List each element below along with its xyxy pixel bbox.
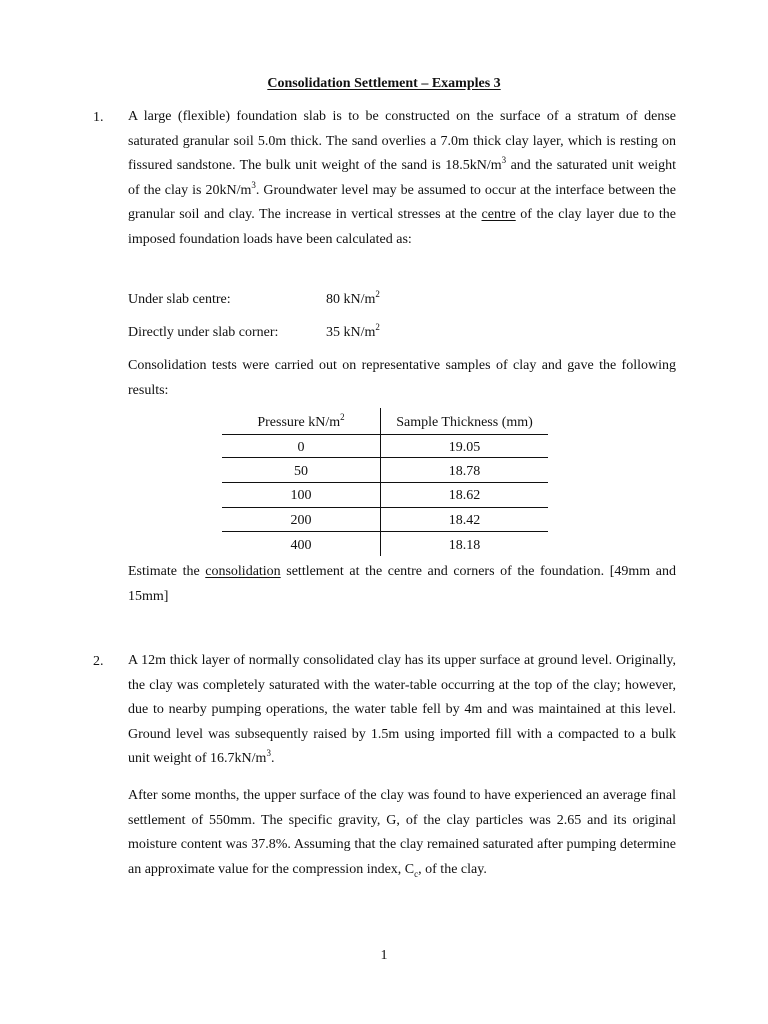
table-cell-pressure: 0 xyxy=(297,440,305,455)
question-1-paragraph-1 xyxy=(128,105,676,252)
superscript: 3 xyxy=(501,155,507,165)
load-row-centre xyxy=(128,289,380,308)
load-label: Under slab centre: xyxy=(128,292,231,307)
table-cell-pressure: 50 xyxy=(294,464,308,479)
table-cell-thickness: 18.18 xyxy=(448,538,481,553)
superscript: 3 xyxy=(251,179,256,190)
superscript: 3 xyxy=(266,748,271,758)
consolidation-test-table xyxy=(222,408,548,556)
header-pressure: Pressure $kN/m^2$ xyxy=(257,412,345,430)
table-cell-pressure: 100 xyxy=(290,488,312,503)
q1-text-b: and the saturated unit weight of the clay is 20kN/m xyxy=(128,158,676,198)
load-label: Directly under slab corner: xyxy=(128,325,279,340)
table-cell-thickness: 18.78 xyxy=(448,464,481,479)
load-value: 80 $kN/m^2$ xyxy=(326,289,380,307)
table-cell-thickness: 18.62 xyxy=(448,488,481,503)
question-1-paragraph-2: Consolidation tests were carried out on representative samples of clay and gave the following results: xyxy=(128,358,676,398)
table-cell-pressure: 400 xyxy=(290,538,312,553)
table-rule xyxy=(222,457,548,458)
header-thickness: Sample Thickness (mm) xyxy=(396,415,533,430)
page-title: Consolidation Settlement – Examples 3 xyxy=(267,76,501,91)
question-1-number: 1. xyxy=(93,110,104,125)
question-2-paragraph-2: After some months, the upper surface of the clay was found to have experienced an average final settlement of 550mm. The specific gravity, G, of the clay particles was 2.65 and its original moisture content was 37.8%. Assuming that the clay remained saturated after pumping determine an approximate value for the compression index, $C_c$, of the clay. xyxy=(128,788,676,879)
q1-text-c: . Groundwater level may be assumed to occur at the interface between the granular soil and clay. The increase in vertical stresses at the xyxy=(128,182,676,222)
page-number: 1 xyxy=(380,948,388,963)
question-2-number: 2. xyxy=(93,654,104,669)
table-cell-pressure: 200 xyxy=(290,513,312,528)
table-cell-thickness: 19.05 xyxy=(448,440,481,455)
table-rule xyxy=(222,482,548,483)
question-2-paragraph-1: A 12m thick layer of normally consolidated clay has its upper surface at ground level. Originally, the clay was completely saturated with the water-table occurring at the top of the clay; however, due to nearby pumping operations, the water table fell by 4m and was maintained at this level. Ground level was subsequently raised by 1.5m using imported fill with a compacted to a bulk unit weight of $16.7kN/m^3$. xyxy=(128,653,676,766)
table-cell-thickness: 18.42 xyxy=(448,513,481,528)
question-1-paragraph-3: Estimate the consolidation settlement at the centre and corners of the foundation. [49mm and 15mm] xyxy=(128,564,676,604)
q1-underlined-consolidation: consolidation xyxy=(205,564,281,579)
table-rule xyxy=(222,507,548,508)
q1-text-d: of the clay layer due to the imposed foundation loads have been calculated as: xyxy=(128,207,676,247)
load-value: 35 $kN/m^2$ xyxy=(326,322,380,340)
q1-underlined-centre: centre xyxy=(481,207,516,222)
table-rule xyxy=(222,434,548,435)
q1-text-a: A large (flexible) foundation slab is to be constructed on the surface of a stratum of dense saturated granular soil 5.0m thick. The sand overlies a 7.0m thick clay layer, which is resting on fissured sandstone. The bulk unit weight of the sand is 18.5kN/m xyxy=(128,109,676,173)
table-rule xyxy=(222,531,548,532)
load-row-corner xyxy=(128,322,380,341)
subscript: c xyxy=(414,868,419,879)
